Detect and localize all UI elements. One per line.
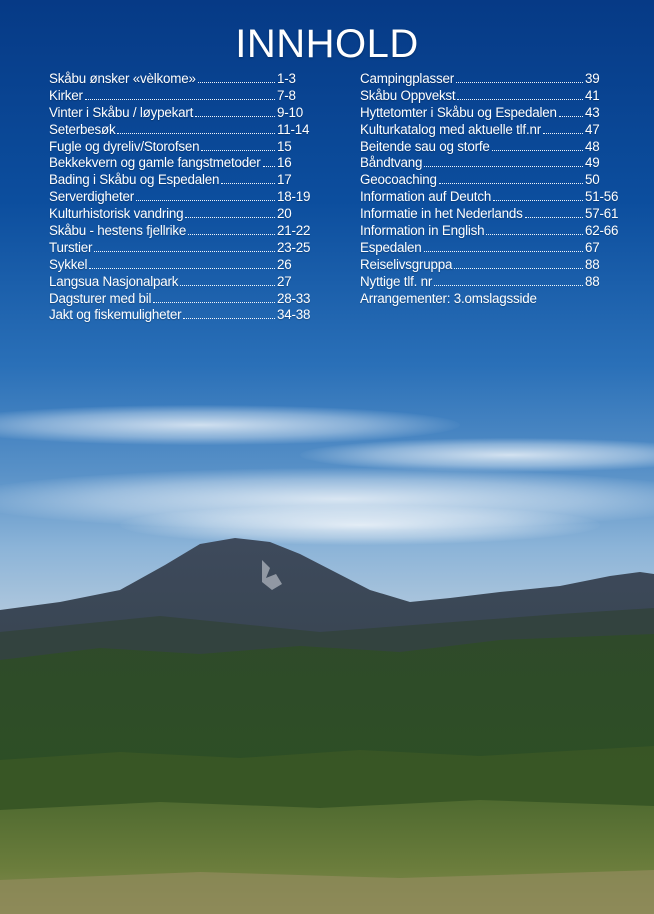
toc-entry-page: 34-38 — [277, 307, 311, 323]
dot-leader — [457, 99, 583, 100]
toc-right-column — [360, 71, 619, 307]
toc-entry[interactable] — [360, 71, 603, 88]
dot-leader — [424, 166, 583, 167]
dot-leader — [454, 268, 583, 269]
mountain-landscape — [0, 520, 654, 914]
toc-entry[interactable] — [49, 274, 313, 291]
toc-entry-label: Information auf Deutch — [360, 189, 492, 205]
toc-entry-label: Informatie in het Nederlands — [360, 206, 523, 222]
dot-leader — [85, 99, 275, 100]
toc-entry[interactable] — [360, 257, 603, 274]
dot-leader — [94, 251, 275, 252]
toc-entry[interactable] — [49, 291, 313, 308]
toc-entry-page: 49 — [585, 155, 600, 171]
toc-entry-label: Information in English — [360, 223, 485, 239]
toc-entry-page: 39 — [585, 71, 600, 86]
toc-entry-page: 47 — [585, 121, 600, 137]
toc-entry-label: Kulturkatalog med aktuelle tlf.nr — [360, 121, 541, 137]
toc-entry-label: Espedalen — [360, 239, 422, 255]
dot-leader — [493, 200, 583, 201]
toc-entry[interactable] — [360, 105, 603, 122]
toc-entry-label: Dagsturer med bil — [49, 290, 152, 306]
toc-entry-label: Skåbu ønsker «vèlkome» — [49, 71, 196, 86]
toc-entry[interactable] — [360, 139, 603, 156]
toc-footer-note — [360, 291, 603, 308]
toc-entry-page: 28-33 — [277, 290, 311, 306]
toc-entry[interactable] — [360, 88, 603, 105]
dot-leader — [117, 133, 275, 134]
toc-entry-page: 27 — [277, 273, 292, 289]
toc-entry[interactable] — [49, 88, 313, 105]
toc-entry[interactable] — [49, 257, 313, 274]
dot-leader — [188, 234, 275, 235]
toc-entry-label: Hyttetomter i Skåbu og Espedalen — [360, 104, 557, 120]
toc-entry-page: 43 — [585, 104, 600, 120]
dot-leader — [559, 116, 583, 117]
toc-entry-page: 21-22 — [277, 223, 311, 239]
toc-left-column — [49, 71, 313, 324]
dot-leader — [439, 183, 583, 184]
dot-leader — [221, 183, 275, 184]
toc-entry-page: 18-19 — [277, 189, 311, 205]
toc-entry[interactable] — [49, 206, 313, 223]
dot-leader — [263, 166, 276, 167]
toc-entry-page: 57-61 — [585, 206, 619, 222]
toc-entry[interactable] — [360, 155, 603, 172]
toc-entry-page: 7-8 — [277, 87, 296, 103]
toc-entry[interactable] — [49, 155, 313, 172]
toc-entry-page: 48 — [585, 138, 600, 154]
toc-entry-label: Beitende sau og storfe — [360, 138, 490, 154]
dot-leader — [89, 268, 275, 269]
toc-entry-page: 23-25 — [277, 239, 311, 255]
toc-entry-label: Skåbu - hestens fjellrike — [49, 223, 187, 239]
toc-entry-page: 62-66 — [585, 223, 619, 239]
toc-entry[interactable] — [360, 240, 603, 257]
toc-entry-page: 1-3 — [277, 71, 296, 86]
toc-entry[interactable] — [360, 223, 619, 240]
dot-leader — [180, 285, 275, 286]
toc-entry[interactable] — [49, 307, 313, 324]
toc-entry[interactable] — [49, 172, 313, 189]
toc-entry-page: 51-56 — [585, 189, 619, 205]
toc-entry-page: 41 — [585, 87, 600, 103]
toc-entry-label: Campingplasser — [360, 71, 454, 86]
toc-entry-label: Jakt og fiskemuligheter — [49, 307, 182, 323]
toc-entry-label: Kirker — [49, 87, 83, 103]
toc-entry-label: Skåbu Oppvekst — [360, 87, 456, 103]
toc-entry[interactable] — [360, 274, 603, 291]
dot-leader — [198, 82, 275, 83]
toc-entry-page: 88 — [585, 273, 600, 289]
toc-entry-label: Kulturhistorisk vandring — [49, 206, 184, 222]
toc-entry[interactable] — [49, 122, 313, 139]
toc-entry-page: 16 — [277, 155, 292, 171]
dot-leader — [201, 150, 275, 151]
toc-entry[interactable] — [49, 189, 313, 206]
toc-entry[interactable] — [49, 105, 313, 122]
toc-entry-label: Turstier — [49, 239, 93, 255]
toc-entry[interactable] — [49, 240, 313, 257]
dot-leader — [424, 251, 584, 252]
dot-leader — [195, 116, 275, 117]
dot-leader — [543, 133, 583, 134]
dot-leader — [185, 217, 275, 218]
toc-entry-label: Sykkel — [49, 256, 88, 272]
dot-leader — [525, 217, 583, 218]
page-title: INNHOLD — [235, 22, 419, 66]
toc-entry-label: Bading i Skåbu og Espedalen — [49, 172, 220, 188]
toc-entry-label: Fugle og dyreliv/Storofsen — [49, 138, 200, 154]
toc-entry-page: 9-10 — [277, 104, 304, 120]
toc-entry-page: 67 — [585, 239, 600, 255]
toc-entry-page: 17 — [277, 172, 292, 188]
toc-entry-label: Seterbesøk — [49, 121, 116, 137]
toc-entry-page: 11-14 — [277, 121, 310, 137]
toc-entry-page: 26 — [277, 256, 292, 272]
dot-leader — [434, 285, 583, 286]
toc-entry-page: 15 — [277, 138, 292, 154]
toc-entry-page: 88 — [585, 256, 600, 272]
toc-entry-label: Bekkekvern og gamle fangstmetoder — [49, 155, 261, 171]
toc-entry-label: Vinter i Skåbu / løypekart — [49, 104, 194, 120]
dot-leader — [153, 302, 275, 303]
toc-entry-label: Nyttige tlf. nr — [360, 273, 433, 289]
toc-entry[interactable] — [49, 223, 313, 240]
toc-entry[interactable] — [49, 139, 313, 156]
dot-leader — [136, 200, 275, 201]
footer-note-text: Arrangementer: 3.omslagsside — [360, 290, 537, 306]
dot-leader — [183, 318, 275, 319]
dot-leader — [492, 150, 583, 151]
toc-entry[interactable] — [360, 172, 603, 189]
toc-entry-page: 50 — [585, 172, 600, 188]
toc-entry[interactable] — [360, 206, 619, 223]
toc-entry-label: Geocoaching — [360, 172, 437, 188]
toc-entry-label: Reiselivsgruppa — [360, 256, 453, 272]
toc-entry-label: Serverdigheter — [49, 189, 135, 205]
toc-entry-page: 20 — [277, 206, 292, 222]
dot-leader — [456, 82, 583, 83]
dot-leader — [486, 234, 583, 235]
toc-entry[interactable] — [49, 71, 313, 88]
toc-entry-label: Båndtvang — [360, 155, 423, 171]
toc-entry-label: Langsua Nasjonalpark — [49, 273, 179, 289]
toc-entry[interactable] — [360, 122, 603, 139]
toc-entry[interactable] — [360, 189, 619, 206]
